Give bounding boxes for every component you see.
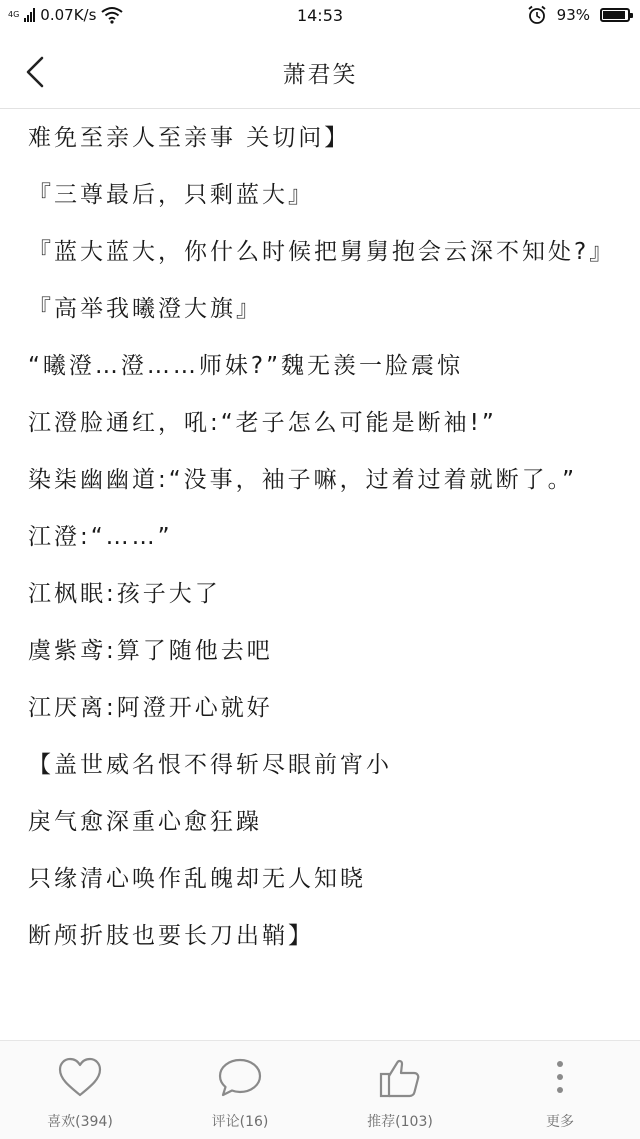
like-label: 喜欢(394) xyxy=(47,1114,113,1130)
paragraph: 江枫眠:孩子大了 xyxy=(28,581,221,607)
network-speed: 0.07K/s xyxy=(40,6,97,24)
more-label: 更多 xyxy=(546,1114,574,1130)
alarm-clock-icon xyxy=(527,5,547,25)
battery-icon xyxy=(600,8,630,22)
paragraph: 只缘清心唤作乱魄却无人知晓 xyxy=(28,866,366,892)
status-bar xyxy=(0,0,640,34)
paragraph: 江澄脸通红，吼:“老子怎么可能是断袖!” xyxy=(28,410,497,436)
paragraph: “曦澄…澄……师妹?”魏无羡一脸震惊 xyxy=(28,353,464,379)
speech-bubble-icon xyxy=(217,1055,263,1101)
paragraph: 『蓝大蓝大，你什么时候把舅舅抱会云深不知处?』 xyxy=(28,239,616,265)
paragraph: 虞紫鸢:算了随他去吧 xyxy=(28,638,273,664)
paragraph: 断颅折肢也要长刀出鞘】 xyxy=(28,923,314,949)
status-right xyxy=(527,5,630,25)
article-content xyxy=(28,108,614,963)
paragraph: 『高举我曦澄大旗』 xyxy=(28,296,262,322)
thumbs-up-icon xyxy=(377,1055,423,1101)
status-time: 14:53 xyxy=(296,6,344,25)
recommend-button[interactable] xyxy=(340,1055,460,1131)
paragraph: 难免至亲人至亲事 关切问】 xyxy=(28,125,351,151)
header xyxy=(0,34,640,109)
recommend-label: 推荐(103) xyxy=(367,1114,433,1130)
paragraph: 戾气愈深重心愈狂躁 xyxy=(28,809,262,835)
battery-fill xyxy=(603,11,625,19)
more-vertical-icon xyxy=(537,1055,583,1101)
battery-percent: 93% xyxy=(556,6,590,24)
paragraph: 『三尊最后，只剩蓝大』 xyxy=(28,182,314,208)
paragraph: 江澄:“……” xyxy=(28,524,173,550)
comment-label: 评论(16) xyxy=(211,1114,269,1130)
comment-button[interactable] xyxy=(180,1055,300,1131)
page-title: 萧君笑 xyxy=(282,62,358,88)
heart-icon xyxy=(57,1055,103,1101)
paragraph: 【盖世威名恨不得斩尽眼前宵小 xyxy=(28,752,392,778)
paragraph: 染柒幽幽道:“没事，袖子嘛，过着过着就断了。” xyxy=(28,467,578,493)
more-button[interactable] xyxy=(500,1055,620,1131)
network-type-label: 4G xyxy=(8,10,20,19)
bottom-action-bar xyxy=(0,1040,640,1139)
paragraph: 江厌离:阿澄开心就好 xyxy=(28,695,273,721)
like-button[interactable] xyxy=(20,1055,140,1131)
